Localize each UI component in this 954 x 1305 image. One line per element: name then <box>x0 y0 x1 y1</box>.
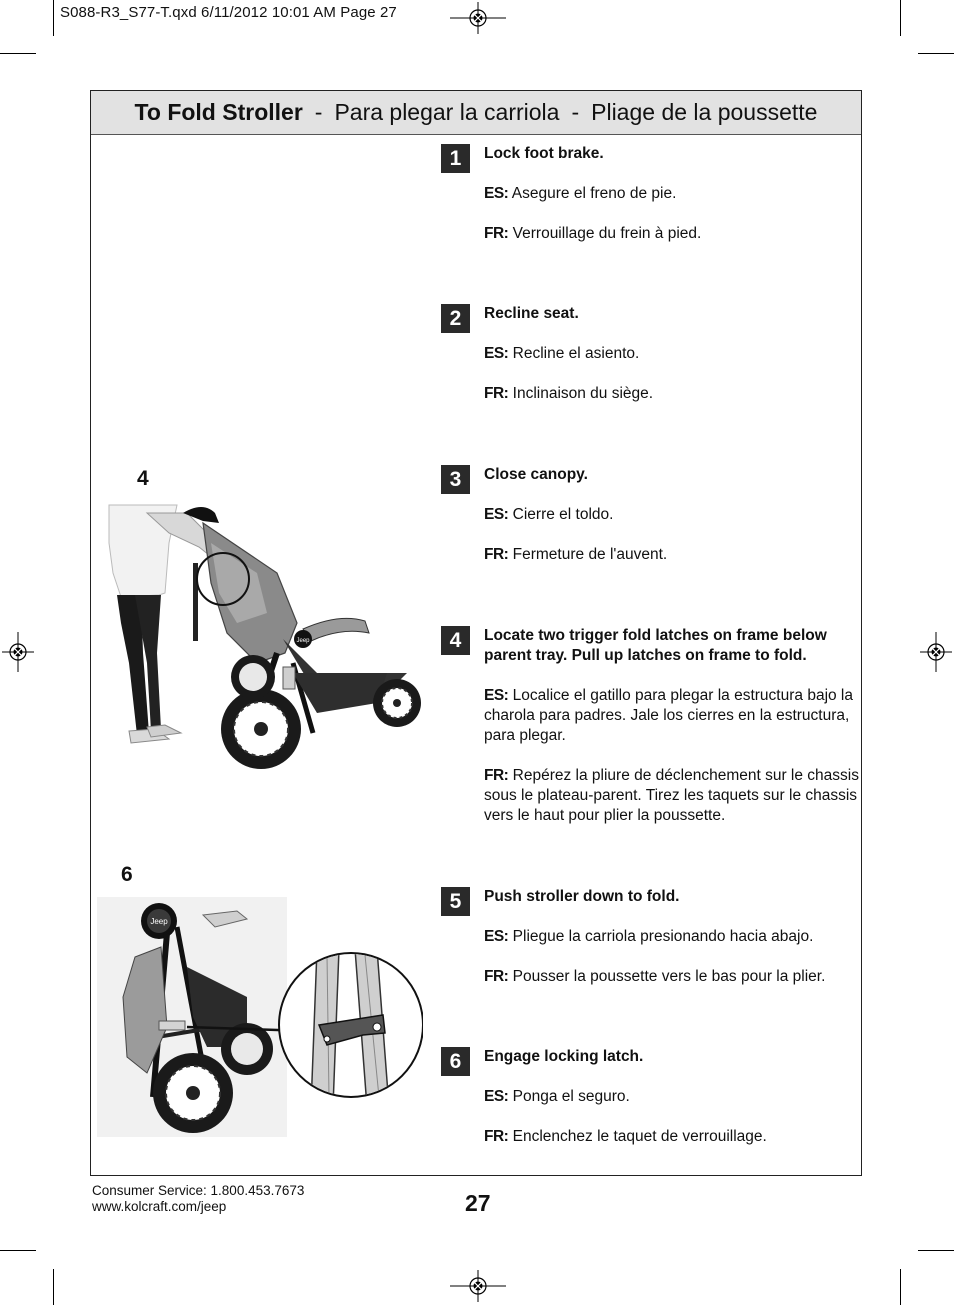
website-url: www.kolcraft.com/jeep <box>92 1199 227 1214</box>
step-text-fr: Enclenchez le taquet de verrouillage. <box>512 1128 767 1145</box>
title-en: To Fold Stroller <box>134 99 303 125</box>
lang-code-es: ES: <box>484 1088 509 1105</box>
lang-code-fr: FR: <box>484 968 509 985</box>
crop-mark <box>53 1269 54 1305</box>
figure-6-illustration <box>97 897 423 1141</box>
title-es: Para plegar la carriola <box>334 99 560 125</box>
lang-code-fr: FR: <box>484 546 509 563</box>
step-text-es: Cierre el toldo. <box>512 506 614 523</box>
crop-mark <box>900 0 901 36</box>
step-number-badge: 3 <box>441 465 470 494</box>
instruction-panel <box>90 90 862 1176</box>
step-text-en: Lock foot brake. <box>484 145 604 162</box>
step-text-fr: Verrouillage du frein à pied. <box>512 225 702 242</box>
step-number-badge: 4 <box>441 626 470 655</box>
lang-code-es: ES: <box>484 345 509 362</box>
step-text-en: Recline seat. <box>484 305 579 322</box>
consumer-service-phone: Consumer Service: 1.800.453.7673 <box>92 1183 305 1198</box>
crop-mark <box>918 1250 954 1251</box>
step-text-en: Close canopy. <box>484 466 588 483</box>
step-text-fr: Pousser la poussette vers le bas pour la plier. <box>512 968 826 985</box>
step-text-fr: Repérez la pliure de déclenchement sur le chassis sous le plateau-parent. Tirez les taquets sur le chassis vers le haut pour plier la poussette. <box>484 767 859 824</box>
lang-code-fr: FR: <box>484 225 509 242</box>
figure-4-label: 4 <box>137 467 149 490</box>
figure-6-label: 6 <box>121 863 133 886</box>
figure-4-logo: Jeep <box>296 638 310 644</box>
registration-mark-icon <box>450 2 506 34</box>
title-fr: Pliage de la poussette <box>591 99 818 125</box>
step-number-badge: 6 <box>441 1047 470 1076</box>
title-separator: - <box>314 99 323 125</box>
lang-code-es: ES: <box>484 185 509 202</box>
crop-mark <box>918 53 954 54</box>
lang-code-es: ES: <box>484 687 509 704</box>
step-text-fr: Fermeture de l'auvent. <box>512 546 668 563</box>
step-text-es: Asegure el freno de pie. <box>511 185 677 202</box>
title-separator: - <box>571 99 580 125</box>
step-text-es: Ponga el seguro. <box>512 1088 630 1105</box>
registration-mark-icon <box>2 632 34 672</box>
figure-6-logo: Jeep <box>150 917 168 926</box>
crop-mark <box>0 1250 36 1251</box>
step-text-es: Pliegue la carriola presionando hacia abajo. <box>512 928 814 945</box>
crop-mark <box>900 1269 901 1305</box>
step-text-es: Localice el gatillo para plegar la estructura bajo la charola para padres. Jale los cierres en la estructura, para plegar. <box>484 687 853 744</box>
lang-code-es: ES: <box>484 506 509 523</box>
lang-code-fr: FR: <box>484 767 509 784</box>
registration-mark-icon <box>450 1270 506 1302</box>
print-slug: S088-R3_S77-T.qxd 6/11/2012 10:01 AM Page 27 <box>60 4 397 21</box>
step-number-badge: 2 <box>441 304 470 333</box>
lang-code-fr: FR: <box>484 1128 509 1145</box>
figure-4-illustration <box>107 503 427 771</box>
lang-code-fr: FR: <box>484 385 509 402</box>
page-number: 27 <box>465 1190 491 1216</box>
crop-mark <box>0 53 36 54</box>
step-number-badge: 5 <box>441 887 470 916</box>
step-text-en: Push stroller down to fold. <box>484 888 680 905</box>
step-text-es: Recline el asiento. <box>512 345 640 362</box>
crop-mark <box>53 0 54 36</box>
step-text-fr: Inclinaison du siège. <box>512 385 654 402</box>
page-title <box>91 91 861 135</box>
step-number-badge: 1 <box>441 144 470 173</box>
registration-mark-icon <box>920 632 952 672</box>
lang-code-es: ES: <box>484 928 509 945</box>
footer-contact <box>92 1183 304 1215</box>
step-text-en: Engage locking latch. <box>484 1048 644 1065</box>
step-text-en: Locate two trigger fold latches on frame below parent tray. Pull up latches on frame to fold. <box>484 627 827 664</box>
